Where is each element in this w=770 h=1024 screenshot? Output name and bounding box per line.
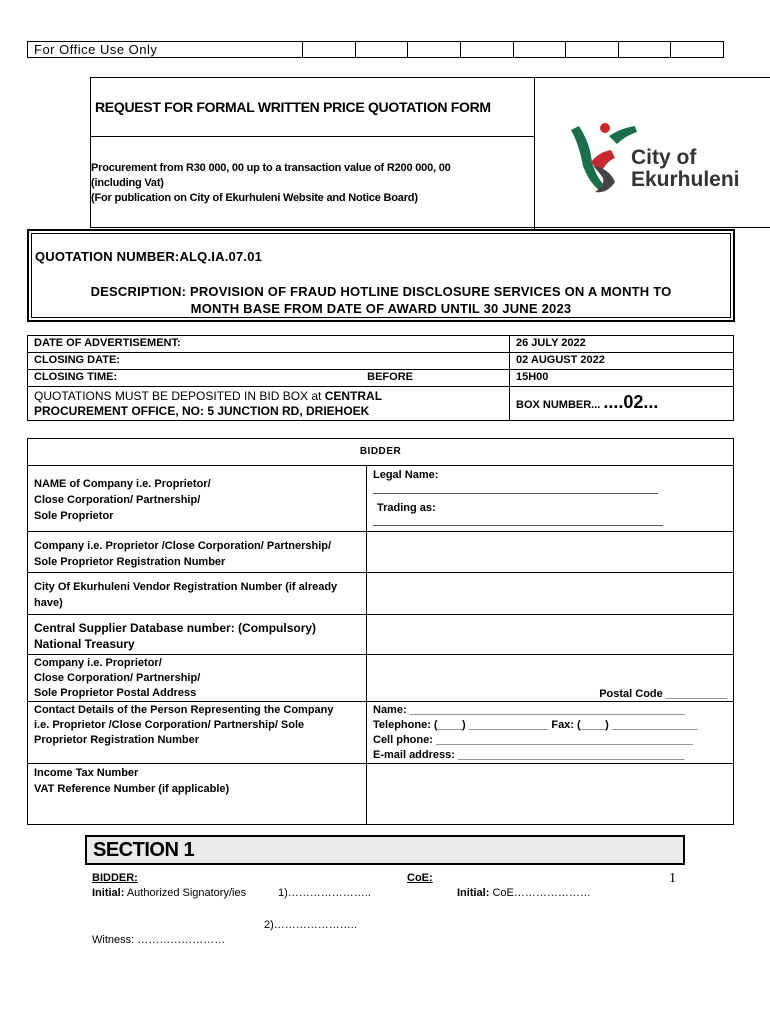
logo-text-line1: City of <box>631 146 697 169</box>
label-line: Central Supplier Database number: (Compulsory) <box>34 621 317 635</box>
initial-authorized-row <box>92 887 246 899</box>
legal-name-label: Legal Name: <box>373 469 439 481</box>
label-line: have) <box>34 597 63 609</box>
csd-number-label <box>28 615 367 655</box>
section-1-title: SECTION 1 <box>85 835 685 865</box>
table-row <box>28 764 734 825</box>
subtitle-line: Procurement from R30 000, 00 up to a transaction value of R200 000, 00 <box>91 162 451 174</box>
authorized-signatory-label: Authorized Signatory/ies <box>126 887 247 899</box>
closing-date-label: CLOSING DATE: <box>28 353 510 370</box>
quotation-number: QUOTATION NUMBER:ALQ.IA.07.01 <box>35 249 263 264</box>
tax-vat-label <box>28 764 367 825</box>
form-header <box>90 77 770 228</box>
office-use-label: For Office Use Only <box>28 42 303 57</box>
label-line: City Of Ekurhuleni Vendor Registration Number (if already <box>34 581 338 593</box>
quotation-box <box>27 229 735 322</box>
contact-email-field[interactable]: E-mail address: _____________________________________ <box>373 749 685 761</box>
contact-cell-field[interactable]: Cell phone: __________________________________________ <box>373 734 693 746</box>
description-line: DESCRIPTION: PROVISION OF FRAUD HOTLINE DISCLOSURE SERVICES ON A MONTH TO <box>90 284 672 299</box>
table-row <box>28 336 734 353</box>
contact-details-field[interactable] <box>367 702 734 764</box>
trading-as-line[interactable] <box>373 517 663 526</box>
table-row <box>28 702 734 764</box>
contact-telephone-field[interactable]: Telephone: (____) _____________ Fax: (____) ______________ <box>373 719 698 731</box>
box-number-label: BOX NUMBER... <box>516 398 601 411</box>
table-row <box>28 370 734 387</box>
coe-initial-field[interactable]: CoE………………… <box>492 887 591 899</box>
postal-address-field[interactable] <box>367 655 734 702</box>
witness-field[interactable]: Witness: …………………… <box>92 934 226 946</box>
company-name-label <box>28 466 367 532</box>
box-number-value: ....02... <box>603 391 659 412</box>
tax-vat-field[interactable] <box>367 764 734 825</box>
label-line: Sole Proprietor <box>34 510 114 522</box>
deposit-instructions <box>28 387 510 421</box>
quotation-description <box>29 283 733 317</box>
office-use-cell[interactable] <box>566 42 619 57</box>
dates-table <box>27 335 734 421</box>
footer-bidder-label: BIDDER: <box>92 872 138 884</box>
csd-number-field[interactable] <box>367 615 734 655</box>
office-use-cell[interactable] <box>514 42 567 57</box>
vat-number-label: VAT Reference Number (if applicable) <box>34 783 230 795</box>
label-line: Company i.e. Proprietor/ <box>34 657 162 669</box>
trading-as-label: Trading as: <box>377 502 436 514</box>
box-number-cell <box>510 387 734 421</box>
page-number: 1 <box>669 871 676 886</box>
income-tax-label: Income Tax Number <box>34 767 139 779</box>
office-use-cell[interactable] <box>461 42 514 57</box>
label-line: Close Corporation/ Partnership/ <box>34 672 201 684</box>
office-use-strip <box>27 41 724 58</box>
closing-date-value: 02 AUGUST 2022 <box>510 353 734 370</box>
form-subtitle <box>91 137 535 229</box>
form-title: REQUEST FOR FORMAL WRITTEN PRICE QUOTATION FORM <box>91 78 535 137</box>
city-of-ekurhuleni-logo <box>569 122 769 202</box>
contact-name-field[interactable]: Name: _____________________________________________ <box>373 704 685 716</box>
office-use-cell[interactable] <box>303 42 356 57</box>
label-line: Close Corporation/ Partnership/ <box>34 494 201 506</box>
deposit-line1-bold: CENTRAL <box>324 389 383 403</box>
postal-address-label <box>28 655 367 702</box>
signature-2-field[interactable]: 2)………………….. <box>264 919 357 931</box>
signature-1-field[interactable]: 1)………………….. <box>278 887 371 899</box>
description-line: MONTH BASE FROM DATE OF AWARD UNTIL 30 JUNE 2023 <box>190 301 572 316</box>
label-line: i.e. Proprietor /Close Corporation/ Partnership/ Sole <box>34 719 305 731</box>
table-row <box>28 387 734 421</box>
closing-time-label: CLOSING TIME: <box>34 371 118 383</box>
registration-number-field[interactable] <box>367 532 734 573</box>
label-line: National Treasury <box>34 637 135 651</box>
label-line: Company i.e. Proprietor /Close Corporation/ Partnership/ <box>34 540 332 552</box>
contact-details-label <box>28 702 367 764</box>
office-use-cell[interactable] <box>619 42 672 57</box>
table-row <box>28 532 734 573</box>
label-line: Sole Proprietor Registration Number <box>34 556 226 568</box>
postal-code-label: Postal Code __________ <box>599 688 727 700</box>
table-row <box>28 466 734 532</box>
initial-label: Initial: <box>92 887 125 899</box>
table-row <box>28 439 734 466</box>
footer-coe-label: CoE: <box>407 872 433 884</box>
table-row <box>28 615 734 655</box>
bidder-table <box>27 438 734 825</box>
label-line: Proprietor Registration Number <box>34 734 200 746</box>
closing-time-cell <box>28 370 510 387</box>
coe-initial-label: Initial: <box>457 887 490 899</box>
closing-time-value: 15H00 <box>510 370 734 387</box>
bidder-heading: BIDDER <box>28 439 734 466</box>
registration-number-label <box>28 532 367 573</box>
label-line: Contact Details of the Person Representing the Company <box>34 704 334 716</box>
advert-label: DATE OF ADVERTISEMENT: <box>28 336 510 353</box>
legal-name-line[interactable] <box>373 483 658 494</box>
deposit-line2: PROCUREMENT OFFICE, NO: 5 JUNCTION RD, DRIEHOEK <box>34 404 370 418</box>
label-line: NAME of Company i.e. Proprietor/ <box>34 478 211 490</box>
advert-value: 26 JULY 2022 <box>510 336 734 353</box>
before-label: BEFORE <box>367 371 413 383</box>
office-use-cell[interactable] <box>356 42 409 57</box>
deposit-line1: QUOTATIONS MUST BE DEPOSITED IN BID BOX at <box>34 389 325 403</box>
vendor-number-label <box>28 573 367 615</box>
coe-initial-row <box>457 887 591 899</box>
company-name-field[interactable] <box>367 466 734 532</box>
table-row <box>28 655 734 702</box>
office-use-cell[interactable] <box>408 42 461 57</box>
label-line: Sole Proprietor Postal Address <box>34 687 197 699</box>
table-row <box>28 573 734 615</box>
logo-text-line2: Ekurhuleni <box>631 168 740 191</box>
office-use-cell[interactable] <box>671 42 723 57</box>
table-row <box>28 353 734 370</box>
vendor-number-field[interactable] <box>367 573 734 615</box>
subtitle-line: (including Vat) <box>91 177 164 189</box>
subtitle-line: (For publication on City of Ekurhuleni Website and Notice Board) <box>91 192 418 204</box>
